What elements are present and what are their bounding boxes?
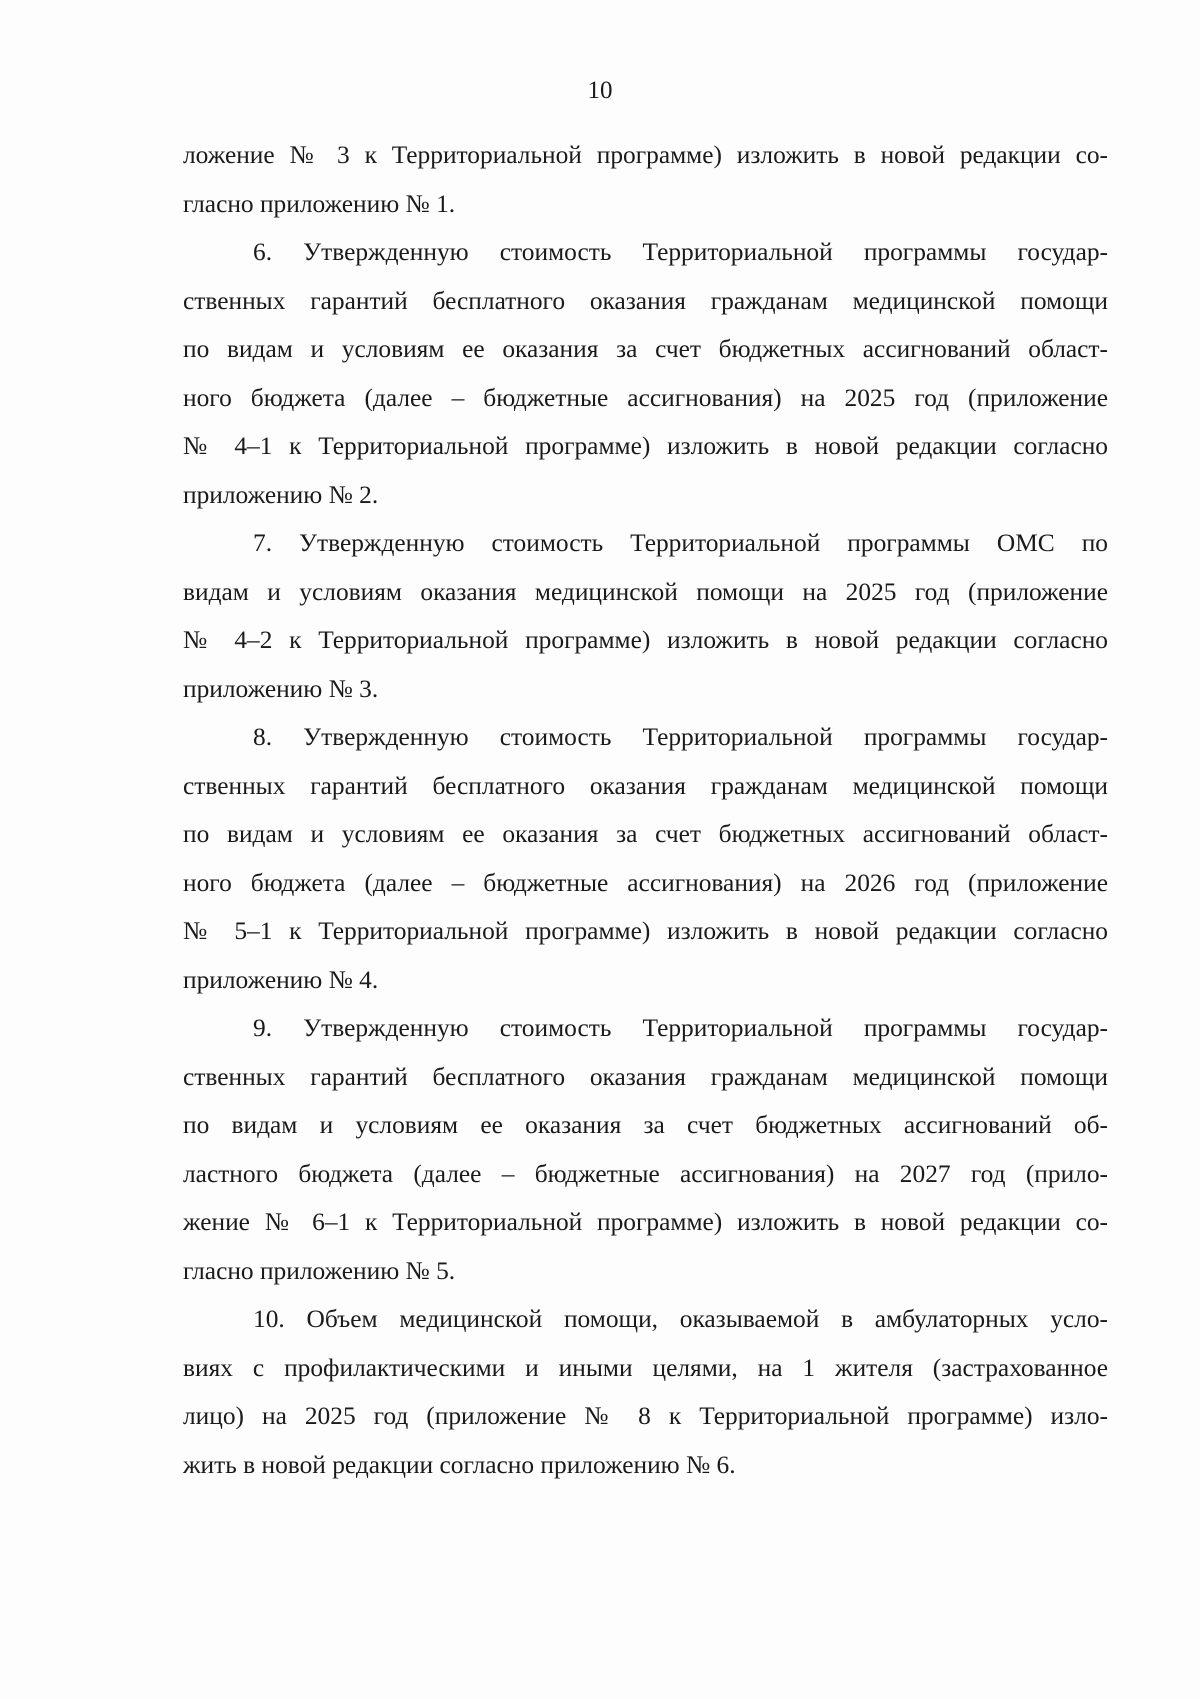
paragraph-7 xyxy=(183,519,1108,713)
text-line: по видам и условиям ее оказания за счет бюджетных ассигнований област- xyxy=(183,820,1108,848)
text-line: 7. Утвержденную стоимость Территориальной программы ОМС по xyxy=(253,529,1108,557)
text-line: виях с профилактическими и иными целями, на 1 жителя (застрахованное xyxy=(183,1353,1108,1382)
text-line: жить в новой редакции согласно приложению № 6. xyxy=(183,1450,736,1479)
text-line: жение № 6–1 к Территориальной программе) изложить в новой редакции со- xyxy=(183,1208,1108,1236)
text-line: № 4–1 к Территориальной программе) изложить в новой редакции согласно xyxy=(183,432,1108,460)
text-line: приложению № 2. xyxy=(183,480,379,509)
text-line: № 4–2 к Территориальной программе) изложить в новой редакции согласно xyxy=(183,626,1108,654)
text-line: ного бюджета (далее – бюджетные ассигнования) на 2025 год (приложение xyxy=(183,383,1108,412)
text-line: 10. Объем медицинской помощи, оказываемой в амбулаторных усло- xyxy=(253,1305,1108,1333)
paragraph-10 xyxy=(183,1295,1108,1489)
text-line: 9. Утвержденную стоимость Территориальной программы государ- xyxy=(253,1014,1108,1042)
paragraph-9 xyxy=(183,1004,1108,1295)
text-line: гласно приложению № 1. xyxy=(183,189,456,218)
text-line: приложению № 3. xyxy=(183,674,379,703)
document-body xyxy=(183,131,1108,1489)
text-line: гласно приложению № 5. xyxy=(183,1256,456,1285)
text-line: ственных гарантий бесплатного оказания гражданам медицинской помощи xyxy=(183,286,1108,315)
paragraph-6 xyxy=(183,228,1108,519)
text-line: № 5–1 к Территориальной программе) изложить в новой редакции согласно xyxy=(183,917,1108,945)
paragraph-8 xyxy=(183,713,1108,1004)
text-line: лицо) на 2025 год (приложение № 8 к Территориальной программе) изло- xyxy=(183,1402,1108,1430)
text-line: ственных гарантий бесплатного оказания гражданам медицинской помощи xyxy=(183,771,1108,800)
text-line: по видам и условиям ее оказания за счет бюджетных ассигнований об- xyxy=(183,1111,1108,1139)
text-line: 8. Утвержденную стоимость Территориальной программы государ- xyxy=(253,723,1108,751)
text-line: приложению № 4. xyxy=(183,965,379,994)
text-line: ластного бюджета (далее – бюджетные ассигнования) на 2027 год (прило- xyxy=(183,1159,1108,1188)
text-line: ложение № 3 к Территориальной программе) изложить в новой редакции со- xyxy=(183,141,1108,169)
text-line: по видам и условиям ее оказания за счет бюджетных ассигнований област- xyxy=(183,335,1108,363)
text-line: видам и условиям оказания медицинской помощи на 2025 год (приложение xyxy=(183,577,1108,606)
page-number: 10 xyxy=(587,77,613,104)
paragraph-continuation xyxy=(183,131,1108,228)
text-line: ного бюджета (далее – бюджетные ассигнования) на 2026 год (приложение xyxy=(183,868,1108,897)
text-line: ственных гарантий бесплатного оказания гражданам медицинской помощи xyxy=(183,1062,1108,1091)
text-line: 6. Утвержденную стоимость Территориальной программы государ- xyxy=(253,238,1108,266)
